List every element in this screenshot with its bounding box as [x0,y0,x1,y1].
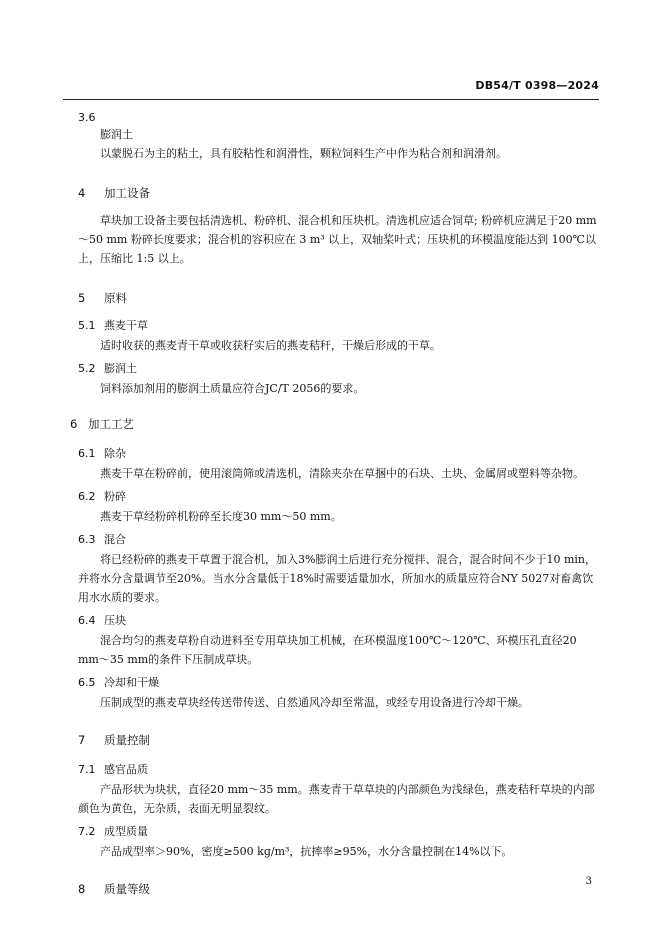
subsection-title: 膨润土 [104,362,137,375]
header-rule [63,99,599,100]
term-definition: 以蒙脱石为主的粘土，具有胶粘性和润滑性，颗粒饲料生产中作为粘合剂和润滑剂。 [100,147,507,160]
section-number: 5 [78,291,86,305]
term-3-6 [78,110,600,163]
subsection-number: 6.5 [78,676,96,689]
subsection-title: 成型质量 [104,825,148,838]
term-name: 膨润土 [100,128,133,141]
subsection-heading [78,532,600,548]
subsection-text: 混合均匀的燕麦草粉自动进料至专用草块加工机械，在环模温度100℃～120℃、环模压孔直径20 mm～35 mm的条件下压制成草块。 [78,634,577,666]
section-number: 4 [78,186,86,200]
subsection-number: 6.3 [78,533,96,546]
subsection-title: 燕麦干草 [104,319,148,332]
term-number: 3.6 [78,111,96,124]
subsection-heading [78,762,600,778]
section-title: 原料 [104,291,127,305]
section-title: 加工工艺 [88,417,134,431]
subsection-title: 混合 [104,533,126,546]
subsection-text: 产品形状为块状，直径20 mm～35 mm。燕麦青干草草块的内部颜色为浅绿色，燕麦秸秆草块的内部颜色为黄色，无杂质，表面无明显裂纹。 [78,783,595,815]
section-4-paragraph: 草块加工设备主要包括清选机、粉碎机、混合机和压块机。清选机应适合饲草; 粉碎机应满足于20 mm～50 mm 粉碎长度要求；混合机的容积应在 3 m³ 以上，双轴桨叶式；压块机的环模温度能达到 100℃以上，压缩比 1:5 以上。 [78,214,597,265]
subsection-heading [78,318,600,334]
subsection-number: 6.4 [78,614,96,627]
subsection-title: 粉碎 [104,490,126,503]
subsection-number: 6.1 [78,447,96,460]
section-5-heading [78,290,600,306]
subsection-text: 压制成型的燕麦草块经传送带传送、自然通风冷却至常温，或经专用设备进行冷却干燥。 [100,696,529,709]
subsection-title: 冷却和干燥 [104,676,159,689]
document-code: DB54/T 0398—2024 [475,79,599,92]
subsection-text: 产品成型率＞90%，密度≥500 kg/m³，抗摔率≥95%，水分含量控制在14%以下。 [100,845,513,858]
section-number: 8 [78,882,86,896]
subsection-title: 除杂 [104,447,126,460]
subsection-heading [78,361,600,377]
subsection-number: 5.2 [78,362,96,375]
section-title: 加工设备 [104,186,150,200]
section-7-heading [78,732,600,748]
subsection-heading [78,824,600,840]
subsection-title: 感官品质 [104,763,148,776]
page-content [70,110,600,905]
subsection-number: 7.2 [78,825,96,838]
subsection-text: 将已经粉碎的燕麦干草置于混合机，加入3%膨润土后进行充分搅拌、混合，混合时间不少于10 min，并将水分含量调节至20%。当水分含量低于18%时需要适量加水，所加水的质量应符合NY 5027对畜禽饮用水水质的要求。 [78,553,596,604]
section-6-heading [70,416,600,432]
subsection-text: 燕麦干草经粉碎机粉碎至长度30 mm～50 mm。 [100,510,342,523]
section-title: 质量控制 [104,733,150,747]
section-title: 质量等级 [104,882,150,896]
subsection-heading [78,675,600,691]
subsection-title: 压块 [104,614,126,627]
subsection-heading [78,489,600,505]
section-number: 7 [78,733,86,747]
section-8-heading [78,881,600,897]
subsection-number: 7.1 [78,763,96,776]
subsection-number: 6.2 [78,490,96,503]
page-number: 3 [585,876,592,887]
subsection-text: 燕麦干草在粉碎前，使用滚筒筛或清选机，清除夹杂在草捆中的石块、土块、金属屑或塑料等杂物。 [100,467,584,480]
subsection-text: 饲料添加剂用的膨润土质量应符合JC/T 2056的要求。 [100,382,365,395]
subsection-text: 适时收获的燕麦青干草或收获籽实后的燕麦秸秆，干燥后形成的干草。 [100,339,441,352]
subsection-heading [78,613,600,629]
section-number: 6 [70,417,78,431]
subsection-number: 5.1 [78,319,96,332]
subsection-heading [78,446,600,462]
section-4-heading [78,185,600,201]
